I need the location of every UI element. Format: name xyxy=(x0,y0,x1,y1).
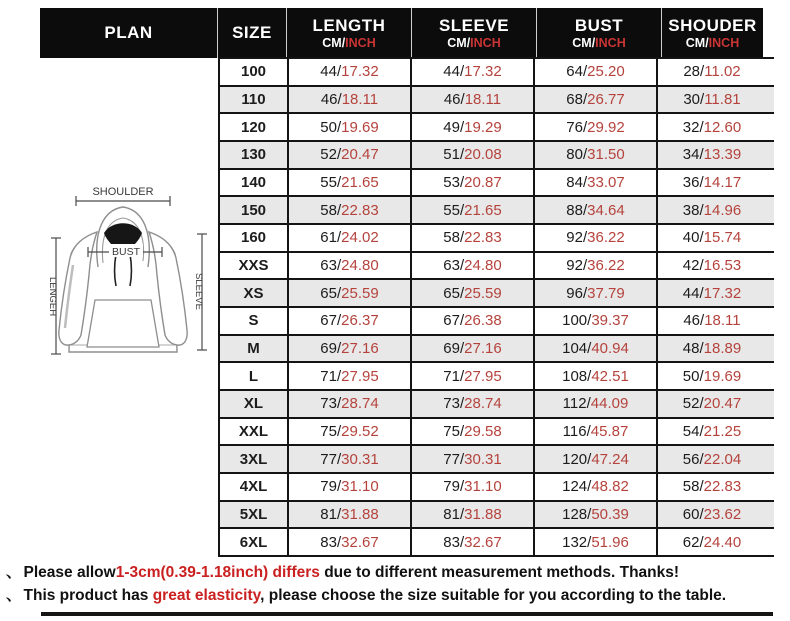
sleeve-value-cell: 73 / 28.74 xyxy=(410,391,533,417)
length-value-cell: 79 / 31.10 xyxy=(287,474,410,500)
size-cell: M xyxy=(247,340,260,358)
bust-value-cell: 104 / 40.94 xyxy=(533,336,656,362)
shoulder-value-cell: 38 / 14.96 xyxy=(656,197,766,223)
bust-value-cell: 132 / 51.96 xyxy=(533,529,656,555)
bust-unit xyxy=(572,36,625,50)
bust-label: BUST xyxy=(574,15,624,35)
shoulder-value-cell: 36 / 14.17 xyxy=(656,170,766,196)
shoulder-value-cell: 34 / 13.39 xyxy=(656,142,766,168)
size-cell: XL xyxy=(243,395,264,413)
shoulder-value-cell: 52 / 20.47 xyxy=(656,391,766,417)
sleeve-value-cell: 71 / 27.95 xyxy=(410,363,533,389)
size-cell: 120 xyxy=(240,118,267,136)
length-value-cell: 46 / 18.11 xyxy=(287,87,410,113)
size-cell: 140 xyxy=(240,174,267,192)
sleeve-value-cell: 69 / 27.16 xyxy=(410,336,533,362)
shoulder-value-cell: 60 / 23.62 xyxy=(656,502,766,528)
size-cell: 6XL xyxy=(239,533,268,551)
size-cell: 130 xyxy=(240,146,267,164)
unit-inch: INCH xyxy=(345,36,376,51)
length-value-cell: 58 / 22.83 xyxy=(287,197,410,223)
note-text: due to different measurement methods. Thanks! xyxy=(319,564,680,581)
unit-inch: INCH xyxy=(595,36,626,51)
length-value-cell: 44 / 17.32 xyxy=(287,59,410,85)
table-row xyxy=(220,87,774,115)
note-text: great elasticity xyxy=(152,587,261,604)
table-row xyxy=(220,363,774,391)
size-cell: S xyxy=(248,312,259,330)
header-sleeve xyxy=(412,8,537,58)
notes xyxy=(6,561,788,607)
size-cell: XXS xyxy=(238,257,269,275)
length-value-cell: 73 / 28.74 xyxy=(287,391,410,417)
sleeve-measure-label: SLEEVE xyxy=(193,273,204,310)
unit-cm: CM/ xyxy=(572,36,596,51)
size-cell: 100 xyxy=(240,63,267,81)
shoulder-measure-label: SHOULDER xyxy=(92,186,154,198)
header-bust xyxy=(537,8,662,58)
plan-label: PLAN xyxy=(104,23,153,43)
table-header xyxy=(40,8,763,58)
length-value-cell: 71 / 27.95 xyxy=(287,363,410,389)
bust-value-cell: 88 / 34.64 xyxy=(533,197,656,223)
shoulder-value-cell: 42 / 16.53 xyxy=(656,253,766,279)
sleeve-value-cell: 75 / 29.58 xyxy=(410,419,533,445)
note-text: This product has xyxy=(23,587,153,604)
sleeve-value-cell: 49 / 19.29 xyxy=(410,114,533,140)
hoodie-measurement-diagram xyxy=(10,170,220,405)
bust-value-cell: 120 / 47.24 xyxy=(533,446,656,472)
length-value-cell: 67 / 26.37 xyxy=(287,308,410,334)
hoodie-pocket xyxy=(87,300,159,347)
sleeve-value-cell: 81 / 31.88 xyxy=(410,502,533,528)
sleeve-value-cell: 55 / 21.65 xyxy=(410,197,533,223)
bust-value-cell: 100 / 39.37 xyxy=(533,308,656,334)
sleeve-value-cell: 79 / 31.10 xyxy=(410,474,533,500)
sleeve-value-cell: 83 / 32.67 xyxy=(410,529,533,555)
length-value-cell: 61 / 24.02 xyxy=(287,225,410,251)
note-line-2: 、 This product has great elasticity, please choose the size suitable for you according to the table. xyxy=(6,587,727,604)
unit-cm: CM/ xyxy=(447,36,471,51)
bust-value-cell: 96 / 37.79 xyxy=(533,280,656,306)
sleeve-value-cell: 77 / 30.31 xyxy=(410,446,533,472)
length-value-cell: 63 / 24.80 xyxy=(287,253,410,279)
shoulder-value-cell: 62 / 24.40 xyxy=(656,529,766,555)
note-text: Please allow xyxy=(23,564,116,581)
bust-value-cell: 68 / 26.77 xyxy=(533,87,656,113)
length-value-cell: 77 / 30.31 xyxy=(287,446,410,472)
header-size xyxy=(218,8,287,58)
table-row xyxy=(220,336,774,364)
bottom-divider xyxy=(41,612,773,616)
note-text: 1-3cm(0.39-1.18inch) differs xyxy=(115,564,320,581)
shoulder-value-cell: 46 / 18.11 xyxy=(656,308,766,334)
shoulder-unit xyxy=(686,36,739,50)
bust-value-cell: 80 / 31.50 xyxy=(533,142,656,168)
size-cell: 150 xyxy=(240,201,267,219)
bust-measure-label: BUST xyxy=(111,246,141,258)
table-row xyxy=(220,308,774,336)
note-line-1: 、 Please allow1-3cm(0.39-1.18inch) differs due to different measurement methods. Thanks! xyxy=(6,564,680,581)
bust-value-cell: 124 / 48.82 xyxy=(533,474,656,500)
length-value-cell: 50 / 19.69 xyxy=(287,114,410,140)
length-label: LENGTH xyxy=(312,15,386,35)
note-text: , please choose the size suitable for you according to the table. xyxy=(260,587,727,604)
shoulder-value-cell: 58 / 22.83 xyxy=(656,474,766,500)
bust-value-cell: 64 / 25.20 xyxy=(533,59,656,85)
unit-cm: CM/ xyxy=(685,36,709,51)
shoulder-label: SHOUDER xyxy=(668,15,757,35)
bust-value-cell: 128 / 50.39 xyxy=(533,502,656,528)
header-plan xyxy=(40,8,218,58)
bust-value-cell: 76 / 29.92 xyxy=(533,114,656,140)
sleeve-label: SLEEVE xyxy=(438,15,510,35)
table-row xyxy=(220,280,774,308)
size-cell: 5XL xyxy=(239,506,268,524)
shoulder-value-cell: 40 / 15.74 xyxy=(656,225,766,251)
table-row xyxy=(220,446,774,474)
sleeve-value-cell: 67 / 26.38 xyxy=(410,308,533,334)
length-measure-label: LENGEH xyxy=(47,277,58,317)
length-value-cell: 69 / 27.16 xyxy=(287,336,410,362)
shoulder-value-cell: 32 / 12.60 xyxy=(656,114,766,140)
length-value-cell: 55 / 21.65 xyxy=(287,170,410,196)
sleeve-unit xyxy=(447,36,500,50)
size-cell: 160 xyxy=(240,229,267,247)
table-row xyxy=(220,197,774,225)
size-table-body xyxy=(218,57,774,557)
table-row xyxy=(220,529,774,557)
length-value-cell: 52 / 20.47 xyxy=(287,142,410,168)
sleeve-value-cell: 58 / 22.83 xyxy=(410,225,533,251)
size-cell: XS xyxy=(243,284,264,302)
sleeve-value-cell: 46 / 18.11 xyxy=(410,87,533,113)
table-row xyxy=(220,225,774,253)
size-cell: XXL xyxy=(238,423,269,441)
table-row xyxy=(220,114,774,142)
shoulder-value-cell: 48 / 18.89 xyxy=(656,336,766,362)
table-row xyxy=(220,419,774,447)
size-cell: 4XL xyxy=(239,478,268,496)
size-cell: L xyxy=(248,367,259,385)
length-unit xyxy=(322,36,375,50)
shoulder-value-cell: 30 / 11.81 xyxy=(656,87,766,113)
length-value-cell: 75 / 29.52 xyxy=(287,419,410,445)
shoulder-value-cell: 44 / 17.32 xyxy=(656,280,766,306)
header-length xyxy=(287,8,412,58)
length-value-cell: 65 / 25.59 xyxy=(287,280,410,306)
header-shoulder xyxy=(662,8,763,58)
hoodie-drawing xyxy=(10,170,220,405)
shoulder-value-cell: 28 / 11.02 xyxy=(656,59,766,85)
table-row xyxy=(220,502,774,530)
bust-value-cell: 84 / 33.07 xyxy=(533,170,656,196)
sleeve-value-cell: 44 / 17.32 xyxy=(410,59,533,85)
table-row xyxy=(220,170,774,198)
bust-value-cell: 112 / 44.09 xyxy=(533,391,656,417)
table-row xyxy=(220,142,774,170)
sleeve-value-cell: 51 / 20.08 xyxy=(410,142,533,168)
size-cell: 110 xyxy=(241,91,266,108)
bust-value-cell: 92 / 36.22 xyxy=(533,253,656,279)
length-value-cell: 81 / 31.88 xyxy=(287,502,410,528)
bust-value-cell: 92 / 36.22 xyxy=(533,225,656,251)
unit-inch: INCH xyxy=(470,36,501,51)
length-value-cell: 83 / 32.67 xyxy=(287,529,410,555)
shoulder-value-cell: 54 / 21.25 xyxy=(656,419,766,445)
sleeve-value-cell: 65 / 25.59 xyxy=(410,280,533,306)
size-label: SIZE xyxy=(232,23,272,43)
sleeve-value-cell: 63 / 24.80 xyxy=(410,253,533,279)
bust-value-cell: 116 / 45.87 xyxy=(533,419,656,445)
sleeve-value-cell: 53 / 20.87 xyxy=(410,170,533,196)
unit-inch: INCH xyxy=(708,36,740,51)
table-row xyxy=(220,59,774,87)
table-row xyxy=(220,253,774,281)
table-row xyxy=(220,474,774,502)
shoulder-value-cell: 50 / 19.69 xyxy=(656,363,766,389)
size-cell: 3XL xyxy=(239,450,268,468)
shoulder-value-cell: 56 / 22.04 xyxy=(656,446,766,472)
unit-cm: CM/ xyxy=(322,36,346,51)
bust-value-cell: 108 / 42.51 xyxy=(533,363,656,389)
table-row xyxy=(220,391,774,419)
